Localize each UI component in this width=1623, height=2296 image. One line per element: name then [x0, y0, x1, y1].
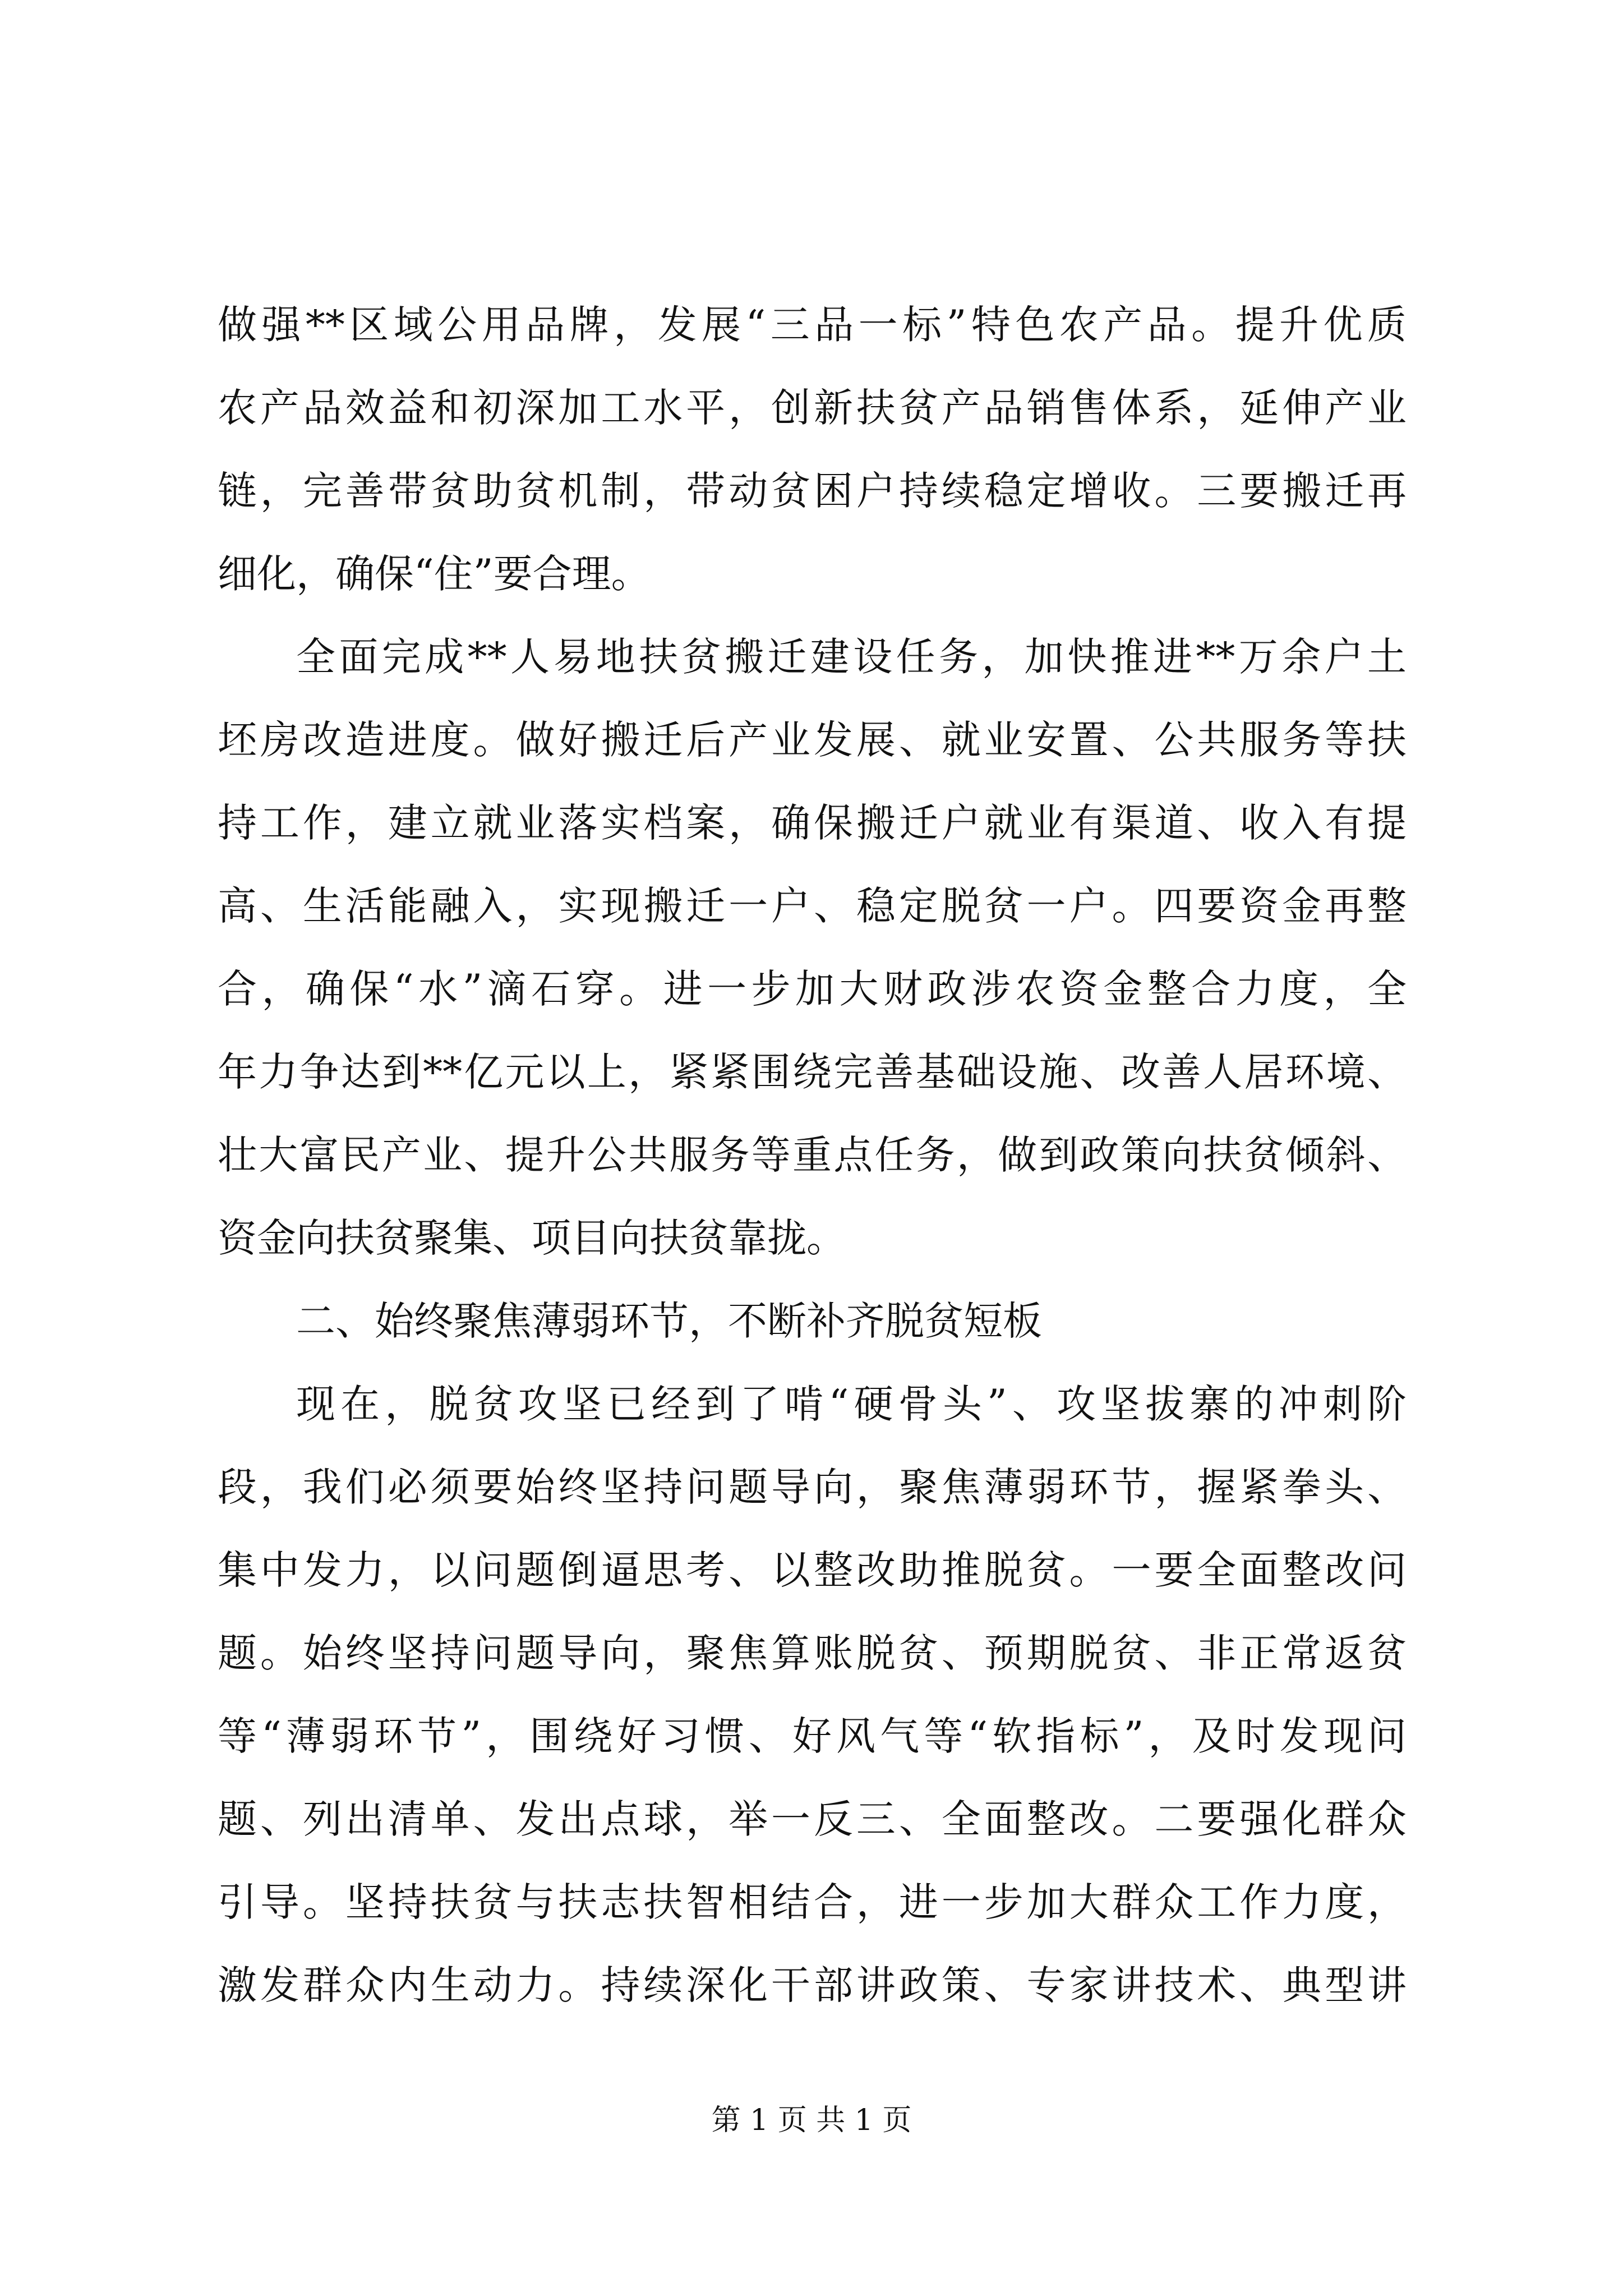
text-line: 农产品效益和初深加工水平，创新扶贫产品销售体系，延伸产业: [218, 385, 1407, 431]
text-line: 壮大富民产业、提升公共服务等重点任务，做到政策向扶贫倾斜、: [218, 1132, 1407, 1178]
text-line: 链，完善带贫助贫机制，带动贫困户持续稳定增收。三要搬迁再: [218, 468, 1407, 514]
text-line: 年力争达到**亿元以上，紧紧围绕完善基础设施、改善人居环境、: [218, 1049, 1407, 1095]
text-line: 资金向扶贫聚集、项目向扶贫靠拢。: [218, 1215, 846, 1261]
text-line: 段，我们必须要始终坚持问题导向，聚焦薄弱环节，握紧拳头、: [218, 1464, 1407, 1510]
text-line: 高、生活能融入，实现搬迁一户、稳定脱贫一户。四要资金再整: [218, 883, 1407, 929]
text-line: 全面完成**人易地扶贫搬迁建设任务，加快推进**万余户土: [296, 634, 1407, 680]
page-number-footer: 第 1 页 共 1 页: [711, 2104, 912, 2137]
body-text: [218, 283, 1407, 2027]
text-line: 做强**区域公用品牌，发展“三品一标”特色农产品。提升优质: [218, 302, 1407, 348]
text-line: 集中发力，以问题倒逼思考、以整改助推脱贫。一要全面整改问: [218, 1547, 1407, 1593]
text-line: 激发群众内生动力。持续深化干部讲政策、专家讲技术、典型讲: [218, 1962, 1407, 2008]
text-line: 持工作，建立就业落实档案，确保搬迁户就业有渠道、收入有提: [218, 800, 1407, 846]
text-line: 题、列出清单、发出点球，举一反三、全面整改。二要强化群众: [218, 1796, 1407, 1842]
text-line: 现在，脱贫攻坚已经到了啃“硬骨头”、攻坚拔寨的冲刺阶: [296, 1381, 1407, 1427]
text-line: 合，确保“水”滴石穿。进一步加大财政涉农资金整合力度，全: [218, 966, 1407, 1012]
text-line: 题。始终坚持问题导向，聚焦算账脱贫、预期脱贫、非正常返贫: [218, 1630, 1407, 1676]
section-heading: 二、始终聚焦薄弱环节，不断补齐脱贫短板: [296, 1298, 1042, 1344]
text-line: 细化，确保“住”要合理。: [218, 551, 651, 597]
text-line: 等“薄弱环节”，围绕好习惯、好风气等“软指标”，及时发现问: [218, 1713, 1407, 1759]
text-line: 引导。坚持扶贫与扶志扶智相结合，进一步加大群众工作力度，: [218, 1879, 1407, 1925]
text-line: 坯房改造进度。做好搬迁后产业发展、就业安置、公共服务等扶: [218, 717, 1407, 763]
